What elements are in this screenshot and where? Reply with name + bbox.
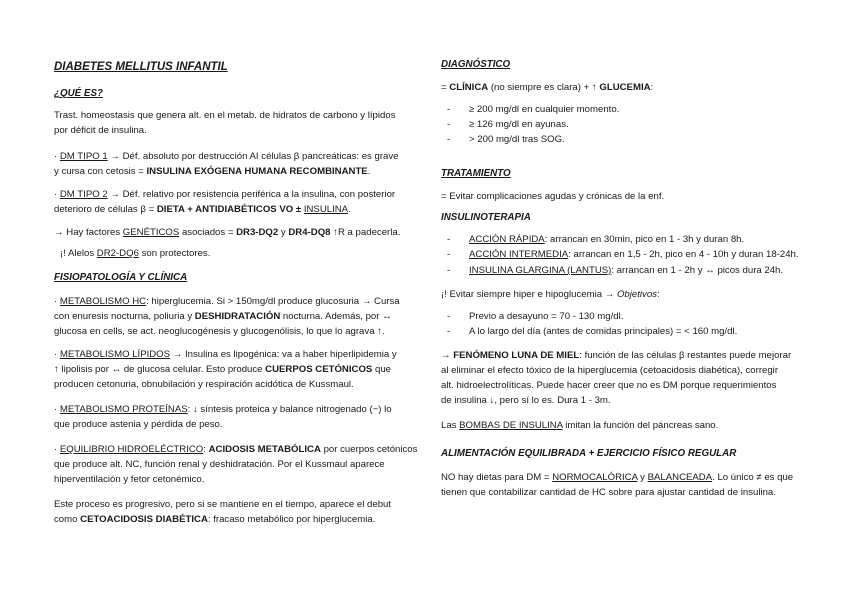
bold-span: DR3-DQ2: [236, 227, 279, 238]
lip-line1: [54, 349, 397, 361]
luna-line4: de insulina ↓, pero sí lo es. Dura 1 - 3m.: [441, 395, 611, 406]
list-item: [447, 119, 569, 131]
luna-line3: alt. hidroelectrolíticas. Puede hacer creer que no es DM porque requerimientos: [441, 380, 777, 391]
section-heading-tratamiento: TRATAMIENTO: [441, 168, 511, 179]
text-span: =: [441, 82, 450, 93]
bullet: ·: [54, 296, 60, 307]
alim-line2: tienen que contabilizar cantidad de HC sobre para ajustar cantidad de insulina.: [441, 487, 776, 498]
underline-span: NORMOCALÓRICA: [552, 472, 638, 483]
section-heading-diagnostico: DIAGNÓSTICO: [441, 59, 511, 70]
term-metabolismo-lipidos: METABOLISMO LÍPIDOS: [59, 349, 171, 360]
bold-span: DIETA + ANTIDIABÉTICOS VO ±: [156, 204, 304, 215]
lip-line2: [54, 364, 391, 376]
bold-span: CETOACIDOSIS DIABÉTICA: [80, 514, 208, 525]
prot-line2: que produce astenia y pérdida de peso.: [54, 419, 223, 430]
text-span: ¡! Alelos: [60, 248, 97, 259]
term-accion-intermedia: ACCIÓN INTERMEDIA: [469, 249, 569, 260]
text-span: : arrancan en 30min, pico en 1 - 3h y duran 8h.: [544, 234, 745, 245]
bold-span: CLÍNICA: [449, 82, 489, 93]
list-item-text: ≥ 200 mg/dl en cualquier momento.: [469, 104, 620, 115]
text-span: (no siempre es clara) +: [488, 82, 592, 93]
hc-line3: glucosa en cells, se act. neoglucogénesis y glucogenólisis, lo que lo agrava ↑.: [54, 326, 385, 337]
text-span: con enuresis nocturna, poliuria y: [54, 311, 195, 322]
alim-line1: [441, 472, 793, 484]
text-span: y cursa con cetosis =: [54, 166, 147, 177]
list-item: [447, 311, 623, 323]
bullet: ·: [54, 444, 60, 455]
text-span: :: [650, 82, 654, 93]
underline-span: GENÉTICOS: [122, 227, 180, 238]
alelos-line: [60, 248, 210, 260]
section-heading-que-es: ¿QUÉ ES?: [54, 88, 103, 99]
dm-tipo2-line1: [54, 189, 395, 201]
dash-bullet: -: [447, 104, 451, 115]
text-span: que: [372, 364, 392, 375]
evitar-line: [441, 289, 660, 301]
dash-bullet: -: [447, 249, 451, 260]
text-span: :: [203, 444, 209, 455]
bold-span: INSULINA EXÓGENA HUMANA RECOMBINANTE: [146, 166, 368, 177]
bold-span: ACIDOSIS METABÓLICA: [208, 444, 321, 455]
bold-span: FENÓMENO LUNA DE MIEL: [453, 350, 580, 361]
bombas-line: [441, 420, 718, 432]
dash-bullet: -: [447, 119, 451, 130]
term-insulina-glargina: INSULINA GLARGINA (LANTUS): [469, 265, 612, 276]
dm-tipo1-line2: [54, 166, 370, 178]
text-span: : fracaso metabólico por hiperglucemia.: [207, 514, 376, 525]
elec-line3: hiperventilación y fetor cetonémico.: [54, 474, 205, 485]
section-heading-fisiopatologia: FISIOPATOLOGÍA Y CLÍNICA: [54, 272, 188, 283]
list-item: [447, 134, 565, 146]
hc-line1: [54, 296, 400, 308]
bullet: ·: [54, 404, 60, 415]
dash-bullet: -: [447, 134, 451, 145]
bold-span: ↑ GLUCEMIA: [591, 82, 651, 93]
text-span: nocturna. Además, por ↔: [280, 311, 392, 322]
term-equilibrio-hidroelectrico: EQUILIBRIO HIDROELÉCTRICO: [59, 444, 204, 455]
lip-line3: producen cetonuria, obnubilación y respiración acidótica de Kussmaul.: [54, 379, 354, 390]
list-item-text: ≥ 126 mg/dl en ayunas.: [469, 119, 569, 130]
text-span: son protectores.: [138, 248, 211, 259]
text-span: Las: [441, 420, 460, 431]
text-span: : arrancan en 1 - 2h y ↔ picos dura 24h.: [611, 265, 784, 276]
bullet: ·: [54, 349, 60, 360]
term-dm-tipo-1: DM TIPO 1: [59, 151, 108, 162]
elec-line1: [54, 444, 417, 456]
text-span: → Insulina es lipogénica: va a haber hiperlipidemia y: [170, 349, 397, 360]
bold-span: CUERPOS CETÓNICOS: [265, 364, 373, 375]
bullet: ·: [54, 189, 60, 200]
text-span: : función de las células β restantes puede mejorar: [579, 350, 792, 361]
list-item-text: > 200 mg/dl tras SOG.: [469, 134, 565, 145]
text-span: .: [348, 204, 351, 215]
text-span: y: [637, 472, 648, 483]
dash-bullet: -: [447, 265, 451, 276]
luna-line1: [441, 350, 791, 362]
text-span: ↑R a padecerla.: [330, 227, 401, 238]
text-span: .: [367, 166, 371, 177]
text-span: :: [656, 289, 660, 300]
list-item: [447, 265, 783, 277]
bullet: ·: [54, 151, 60, 162]
list-item: [447, 234, 744, 246]
text-span: NO hay dietas para DM =: [441, 472, 553, 483]
prot-line1: [54, 404, 392, 416]
text-span: imitan la función del páncreas sano.: [562, 420, 719, 431]
list-item-text: A lo largo del día (antes de comidas principales) = < 160 mg/dl.: [469, 326, 738, 337]
luna-line2: al eliminar el efecto tóxico de la hiperglucemia (cetoacidosis diabética), corregir: [441, 365, 779, 376]
term-metabolismo-hc: METABOLISMO HC: [59, 296, 147, 307]
text-span: : hiperglucemia. Si > 150mg/dl produce glucosuria → Cursa: [146, 296, 400, 307]
bold-span: DR4-DQ8: [288, 227, 331, 238]
list-item-text: Previo a desayuno = 70 - 130 mg/dl.: [469, 311, 624, 322]
text-span: →: [441, 350, 454, 361]
text-span: ↑ lipolisis por ↔ de glucosa celular. Esto produce: [54, 364, 266, 375]
underline-span: INSULINA: [303, 204, 349, 215]
geneticos-line: [54, 227, 400, 239]
text-span: → Hay factores: [54, 227, 123, 238]
term-accion-rapida: ACCIÓN RÁPIDA: [469, 234, 545, 245]
elec-line2: que produce alt. NC, función renal y deshidratación. Por el Kussmaul aparece: [54, 459, 385, 470]
text-span: : ↓ síntesis proteica y balance nitrogenado (−) lo: [187, 404, 392, 415]
prog-line2: [54, 514, 375, 526]
dash-bullet: -: [447, 234, 451, 245]
text-line: por déficit de insulina.: [54, 125, 147, 136]
text-span: ¡! Evitar siempre hiper e hipoglucemia →: [441, 289, 617, 300]
list-item: [447, 249, 799, 261]
text-span: y: [278, 227, 289, 238]
dm-tipo2-line2: [54, 204, 351, 216]
dm-tipo1-line1: [54, 151, 399, 163]
section-heading-insulinoterapia: INSULINOTERAPIA: [441, 212, 531, 223]
term-dm-tipo-2: DM TIPO 2: [59, 189, 108, 200]
bold-span: DESHIDRATACIÓN: [194, 311, 281, 322]
italic-span: Objetivos: [616, 289, 657, 300]
text-line: Trast. homeostasis que genera alt. en el metab. de hidratos de carbono y lípidos: [54, 110, 396, 121]
text-span: deterioro de células β =: [54, 204, 157, 215]
list-item: [447, 326, 737, 338]
section-heading-alimentacion: ALIMENTACIÓN EQUILIBRADA + EJERCICIO FÍSICO REGULAR: [441, 448, 737, 459]
list-item: [447, 104, 619, 116]
text-span: → Déf. relativo por resistencia periférica a la insulina, con posterior: [107, 189, 396, 200]
text-span: asociados =: [179, 227, 237, 238]
tratamiento-line: = Evitar complicaciones agudas y crónicas de la enf.: [441, 191, 665, 202]
underline-span: BALANCEADA: [647, 472, 713, 483]
text-span: por cuerpos cetónicos: [320, 444, 418, 455]
dash-bullet: -: [447, 326, 451, 337]
prog-line1: Este proceso es progresivo, pero si se mantiene en el tiempo, aparece el debut: [54, 499, 392, 510]
term-metabolismo-proteinas: METABOLISMO PROTEÍNAS: [59, 404, 188, 415]
text-span: como: [54, 514, 81, 525]
text-span: : arrancan en 1,5 - 2h, pico en 4 - 10h y duran 18-24h.: [568, 249, 799, 260]
text-span: → Déf. absoluto por destrucción AI células β pancreáticas: es grave: [107, 151, 399, 162]
text-span: . Lo único ≠ es que: [712, 472, 794, 483]
hc-line2: [54, 311, 392, 323]
underline-span: BOMBAS DE INSULINA: [459, 420, 563, 431]
dash-bullet: -: [447, 311, 451, 322]
diagnostico-line: [441, 82, 653, 94]
page-title: DIABETES MELLITUS INFANTIL: [54, 61, 228, 73]
underline-span: DR2-DQ6: [96, 248, 139, 259]
